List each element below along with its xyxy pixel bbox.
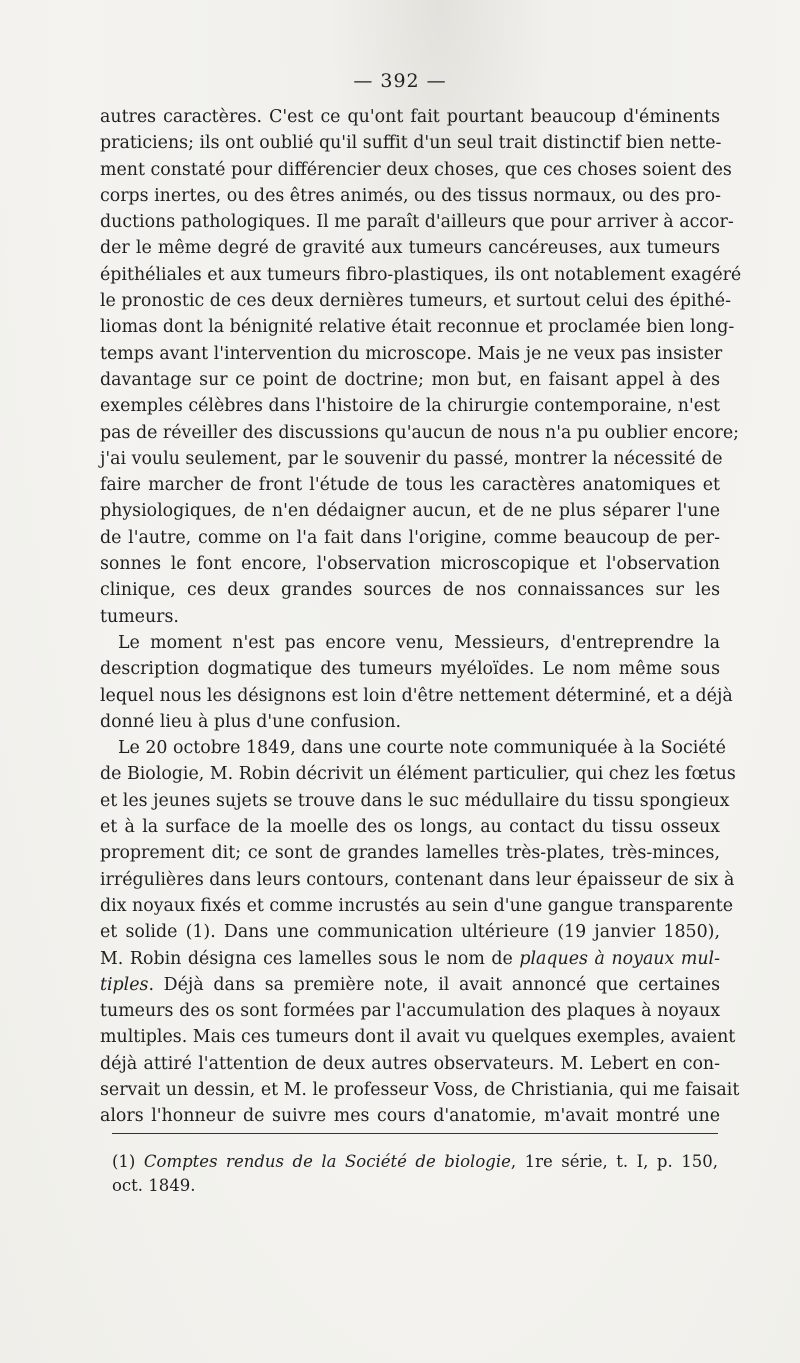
- text-line: ductions pathologiques. Il me paraît d'ailleurs que pour arriver à accor-: [100, 212, 734, 233]
- text-line: et solide (1). Dans une communication ultérieure (19 janvier 1850),: [100, 922, 720, 943]
- footnote-divider: [112, 1133, 718, 1134]
- text-line: de Biologie, M. Robin décrivit un élément particulier, qui chez les fœtus: [100, 764, 736, 785]
- footnote: [112, 1150, 718, 1198]
- text-line: irrégulières dans leurs contours, contenant dans leur épaisseur de six à: [100, 869, 735, 890]
- text-line: liomas dont la bénignité relative était reconnue et proclamée bien long-: [100, 317, 735, 338]
- text-line: Le 20 octobre 1849, dans une courte note communiquée à la Société: [118, 738, 726, 759]
- text-line: praticiens; ils ont oublié qu'il suffit d'un seul trait distinctif bien nette-: [100, 133, 722, 154]
- text-line: [100, 946, 720, 972]
- text-line: pas de réveiller des discussions qu'aucun de nous n'a pu oublier encore;: [100, 422, 740, 443]
- text-line: clinique, ces deux grandes sources de nos connaissances sur les: [100, 580, 720, 601]
- text-line: tumeurs des os sont formées par l'accumulation des plaques à noyaux: [100, 1001, 720, 1022]
- text-line: der le même degré de gravité aux tumeurs cancéreuses, aux tumeurs: [100, 238, 720, 259]
- text-line: [100, 972, 720, 998]
- text-line: faire marcher de front l'étude de tous les caractères anatomiques et: [100, 475, 720, 496]
- text-line: davantage sur ce point de doctrine; mon but, en faisant appel à des: [100, 369, 720, 390]
- text-line: ment constaté pour différencier deux choses, que ces choses soient des: [100, 159, 732, 180]
- body-text: [100, 104, 742, 1130]
- italic-term: tiples: [100, 974, 149, 995]
- text-line: exemples célèbres dans l'histoire de la chirurgie contemporaine, n'est: [100, 396, 720, 417]
- footnote-line: [112, 1150, 718, 1174]
- text-line: et les jeunes sujets se trouve dans le suc médullaire du tissu spongieux: [100, 790, 730, 811]
- footnote-marker: (1): [112, 1152, 144, 1171]
- footnote-line: oct. 1849.: [112, 1176, 196, 1195]
- text-line: j'ai voulu seulement, par le souvenir du passé, montrer la nécessité de: [100, 448, 723, 469]
- text-line: tumeurs.: [100, 606, 179, 627]
- text-line: et à la surface de la moelle des os longs, au contact du tissu osseux: [100, 817, 720, 838]
- text-line: description dogmatique des tumeurs myéloïdes. Le nom même sous: [100, 659, 720, 680]
- text-line: multiples. Mais ces tumeurs dont il avait vu quelques exemples, avaient: [100, 1027, 736, 1048]
- text-line: donné lieu à plus d'une confusion.: [100, 711, 402, 732]
- text-line: servait un dessin, et M. le professeur Voss, de Christiania, qui me faisait: [100, 1079, 740, 1100]
- text-line: corps inertes, ou des êtres animés, ou des tissus normaux, ou des pro-: [100, 185, 721, 206]
- text-line: déjà attiré l'attention de deux autres observateurs. M. Lebert en con-: [100, 1053, 720, 1074]
- text-line: autres caractères. C'est ce qu'ont fait pourtant beaucoup d'éminents: [100, 107, 720, 127]
- page-number: — 392 —: [353, 70, 447, 92]
- text-line: épithéliales et aux tumeurs fibro-plastiques, ils ont notablement exagéré: [100, 264, 742, 285]
- text-line: sonnes le font encore, l'observation microscopique et l'observation: [100, 554, 720, 575]
- text-line: proprement dit; ce sont de grandes lamelles très-plates, très-minces,: [100, 843, 720, 864]
- footnote-source: Comptes rendus de la Société de biologie: [143, 1152, 511, 1171]
- text-fragment: M. Robin désigna ces lamelles sous le nom de: [100, 948, 520, 969]
- text-line: physiologiques, de n'en dédaigner aucun, et de ne plus séparer l'une: [100, 501, 720, 522]
- text-line: alors l'honneur de suivre mes cours d'anatomie, m'avait montré une: [100, 1106, 720, 1127]
- italic-term: plaques à noyaux mul-: [519, 948, 720, 969]
- text-line: temps avant l'intervention du microscope. Mais je ne veux pas insister: [100, 343, 723, 364]
- text-line: de l'autre, comme on l'a fait dans l'origine, comme beaucoup de per-: [100, 527, 720, 548]
- footnote-details: , 1re série, t. I, p. 150,: [510, 1152, 718, 1171]
- text-fragment: . Déjà dans sa première note, il avait annoncé que certaines: [148, 974, 720, 995]
- text-line: dix noyaux fixés et comme incrustés au sein d'une gangue transparente: [100, 895, 734, 916]
- text-line: lequel nous les désignons est loin d'être nettement déterminé, et a déjà: [100, 685, 733, 706]
- text-line: Le moment n'est pas encore venu, Messieurs, d'entreprendre la: [118, 632, 720, 653]
- text-line: le pronostic de ces deux dernières tumeurs, et surtout celui des épithé-: [100, 291, 731, 312]
